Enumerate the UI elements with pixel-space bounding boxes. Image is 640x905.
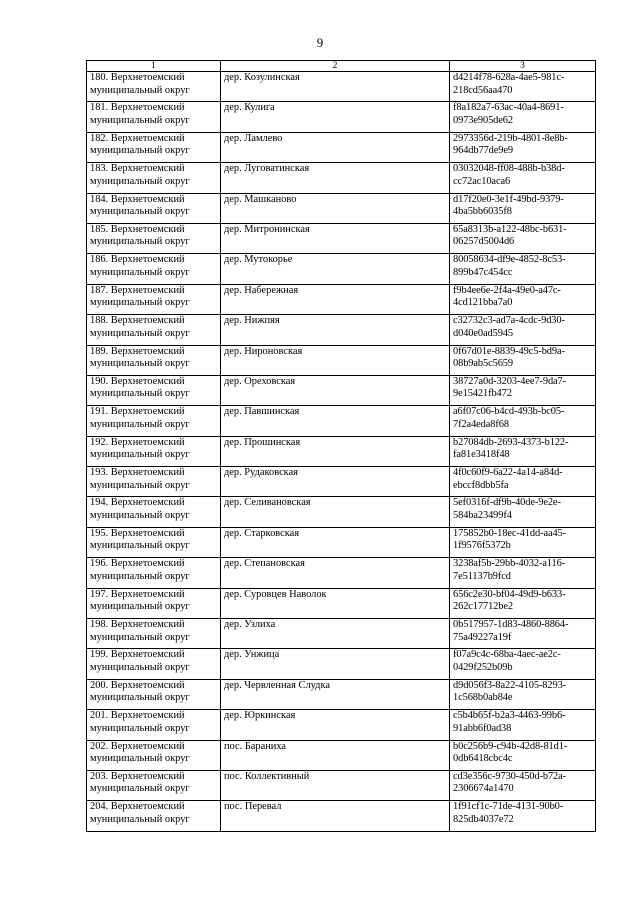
identifier-cell (450, 406, 596, 436)
district-text: 190. Верхнетоемский (90, 375, 185, 387)
table-row (87, 649, 596, 679)
district-cell (87, 163, 221, 193)
district-cell (87, 679, 221, 709)
table-header-row (87, 61, 596, 72)
settlement-cell (221, 588, 450, 618)
identifier-cell (450, 527, 596, 557)
district-cell (87, 801, 221, 831)
settlement-text: дер. Суровцев Наволок (224, 588, 327, 600)
settlement-text: дер. Унжица (224, 649, 280, 661)
district-text: 204. Верхнетоемский (90, 801, 185, 813)
district-cell (87, 527, 221, 557)
settlement-text: дер. Луговатинская (224, 163, 310, 175)
district-text: муниципальный округ (90, 175, 190, 187)
identifier-text: f07a9c4c-68ba-4aec-ae2c- (453, 649, 561, 661)
identifier-text: 7e51137b9fcd (453, 570, 511, 582)
district-text: 192. Верхнетоемский (90, 436, 185, 448)
identifier-cell (450, 254, 596, 284)
identifier-cell (450, 132, 596, 162)
district-cell (87, 193, 221, 223)
settlement-cell (221, 102, 450, 132)
district-text: 202. Верхнетоемский (90, 740, 185, 752)
settlement-text: пос. Перевал (224, 801, 282, 813)
district-text: муниципальный округ (90, 661, 190, 673)
identifier-text: 175852b0-18ec-41dd-aa45- (453, 527, 567, 539)
settlement-text: дер. Митронинская (224, 223, 310, 235)
identifier-cell (450, 345, 596, 375)
settlement-text: дер. Козулинская (224, 72, 300, 83)
district-cell (87, 558, 221, 588)
district-cell (87, 345, 221, 375)
district-text: муниципальный округ (90, 388, 190, 400)
identifier-text: 4cd121bba7a0 (453, 297, 513, 309)
table-row (87, 467, 596, 497)
settlement-text: дер. Старковская (224, 527, 300, 539)
table-row (87, 558, 596, 588)
settlement-cell (221, 710, 450, 740)
table-row (87, 315, 596, 345)
settlement-cell (221, 163, 450, 193)
table-row (87, 72, 596, 102)
identifier-text: 75a49227a19f (453, 631, 512, 643)
settlement-cell (221, 254, 450, 284)
district-text: 182. Верхнетоемский (90, 132, 185, 144)
district-text: 185. Верхнетоемский (90, 223, 185, 235)
district-text: муниципальный округ (90, 358, 190, 370)
identifier-text: 0429f252b09b (453, 661, 513, 673)
district-text: 196. Верхнетоемский (90, 558, 185, 570)
page-number: 9 (316, 35, 324, 50)
identifier-cell (450, 497, 596, 527)
district-text: муниципальный округ (90, 570, 190, 582)
district-text: муниципальный округ (90, 783, 190, 795)
district-text: 183. Верхнетоемский (90, 163, 185, 175)
district-text: муниципальный округ (90, 145, 190, 157)
district-text: муниципальный округ (90, 84, 190, 96)
identifier-text: 5ef0316f-df9b-40de-9e2e- (453, 497, 561, 509)
district-text: муниципальный округ (90, 479, 190, 491)
settlement-text: дер. Машканово (224, 193, 297, 205)
identifier-cell (450, 436, 596, 466)
table-row (87, 284, 596, 314)
settlement-text: дер. Прошинская (224, 436, 301, 448)
identifier-text: d9d056f3-8a22-4105-8293- (453, 679, 567, 691)
identifier-text: d4214f78-628a-4ae5-981c- (453, 72, 565, 83)
identifier-cell (450, 163, 596, 193)
settlements-table (86, 60, 596, 832)
settlement-cell (221, 770, 450, 800)
district-cell (87, 467, 221, 497)
identifier-text: ebccf8dbb5fa (453, 479, 509, 491)
district-text: 194. Верхнетоемский (90, 497, 185, 509)
identifier-text: 2973356d-219b-4801-8e8b- (453, 132, 568, 144)
table-row (87, 223, 596, 253)
district-text: муниципальный округ (90, 297, 190, 309)
table-row (87, 619, 596, 649)
table-row (87, 710, 596, 740)
settlement-text: пос. Коллективный (224, 770, 310, 782)
identifier-text: 262c17712be2 (453, 601, 513, 613)
identifier-cell (450, 558, 596, 588)
district-cell (87, 132, 221, 162)
table-row (87, 740, 596, 770)
settlement-cell (221, 436, 450, 466)
settlement-cell (221, 375, 450, 405)
settlement-text: дер. Рудаковская (224, 467, 298, 479)
district-cell (87, 710, 221, 740)
table-row (87, 436, 596, 466)
column-header-3: 3 (450, 61, 596, 72)
district-text: муниципальный округ (90, 540, 190, 552)
settlement-text: дер. Нироновская (224, 345, 303, 357)
settlement-text: дер. Нижпяя (224, 315, 280, 327)
district-cell (87, 284, 221, 314)
settlement-cell (221, 497, 450, 527)
table-row (87, 497, 596, 527)
identifier-cell (450, 588, 596, 618)
settlement-text: дер. Червленная Слудка (224, 679, 330, 691)
settlement-text: дер. Павшинская (224, 406, 300, 418)
table-row (87, 406, 596, 436)
settlement-text: пос. Бараниха (224, 740, 286, 752)
column-header-2: 2 (221, 61, 450, 72)
identifier-text: 584ba23499f4 (453, 509, 512, 521)
identifier-text: b27084db-2693-4373-b122- (453, 436, 569, 448)
identifier-cell (450, 619, 596, 649)
identifier-text: 0b517957-1d83-4860-8864- (453, 619, 569, 631)
table-row (87, 770, 596, 800)
district-cell (87, 102, 221, 132)
identifier-text: 964db77de9e9 (453, 145, 513, 157)
settlement-cell (221, 619, 450, 649)
settlement-cell (221, 193, 450, 223)
district-text: муниципальный округ (90, 206, 190, 218)
district-text: 180. Верхнетоемский (90, 72, 185, 83)
table-body (87, 61, 596, 832)
district-text: 191. Верхнетоемский (90, 406, 185, 418)
district-text: 189. Верхнетоемский (90, 345, 185, 357)
district-cell (87, 254, 221, 284)
column-header-1: 1 (87, 61, 221, 72)
identifier-text: 1f91cf1c-71de-4131-90b0- (453, 801, 564, 813)
district-cell (87, 588, 221, 618)
identifier-text: 1c568b0ab84e (453, 692, 513, 704)
table-row (87, 132, 596, 162)
table-row (87, 375, 596, 405)
settlement-cell (221, 132, 450, 162)
district-text: муниципальный округ (90, 509, 190, 521)
identifier-text: 1f9576f5372b (453, 540, 511, 552)
identifier-cell (450, 740, 596, 770)
identifier-cell (450, 710, 596, 740)
identifier-text: 08b9ab5c5659 (453, 358, 513, 370)
identifier-text: 656c2e30-bf04-49d9-b633- (453, 588, 566, 600)
district-text: муниципальный округ (90, 631, 190, 643)
district-text: муниципальный округ (90, 449, 190, 461)
settlement-text: дер. Ламлево (224, 132, 283, 144)
identifier-cell (450, 223, 596, 253)
district-text: 195. Верхнетоемский (90, 527, 185, 539)
table-row (87, 527, 596, 557)
settlement-text: дер. Набережная (224, 284, 299, 296)
identifier-text: cd3e356c-9730-450d-b72a- (453, 770, 567, 782)
table-row (87, 193, 596, 223)
district-text: 188. Верхнетоемский (90, 315, 185, 327)
table-row (87, 254, 596, 284)
district-text: 181. Верхнетоемский (90, 102, 185, 114)
district-text: 198. Верхнетоемский (90, 619, 185, 631)
identifier-cell (450, 770, 596, 800)
identifier-cell (450, 284, 596, 314)
settlement-text: дер. Узлиха (224, 619, 276, 631)
identifier-cell (450, 801, 596, 831)
district-text: муниципальный округ (90, 601, 190, 613)
settlement-text: дер. Кулига (224, 102, 275, 114)
identifier-text: 06257d5004d6 (453, 236, 515, 248)
identifier-text: 38727a0d-3203-4ee7-9da7- (453, 375, 567, 387)
settlement-cell (221, 649, 450, 679)
identifier-text: c32732c3-ad7a-4cdc-9d30- (453, 315, 565, 327)
identifier-cell (450, 467, 596, 497)
identifier-cell (450, 649, 596, 679)
identifier-cell (450, 315, 596, 345)
district-text: муниципальный округ (90, 692, 190, 704)
identifier-text: 218cd56aa470 (453, 84, 513, 96)
settlement-cell (221, 467, 450, 497)
settlement-text: дер. Юркинская (224, 710, 296, 722)
settlement-cell (221, 679, 450, 709)
district-text: 197. Верхнетоемский (90, 588, 185, 600)
identifier-text: c5b4b65f-b2a3-4463-99b6- (453, 710, 566, 722)
district-cell (87, 72, 221, 102)
settlement-cell (221, 72, 450, 102)
settlement-cell (221, 223, 450, 253)
district-text: муниципальный округ (90, 266, 190, 278)
identifier-text: 0973e905de62 (453, 114, 513, 126)
settlement-text: дер. Степановская (224, 558, 305, 570)
district-cell (87, 436, 221, 466)
identifier-text: 0db6418cbc4c (453, 753, 513, 765)
identifier-text: fa81e3418f48 (453, 449, 510, 461)
identifier-text: 3238af5b-29bb-4032-a116- (453, 558, 566, 570)
district-cell (87, 315, 221, 345)
settlement-cell (221, 740, 450, 770)
identifier-cell (450, 193, 596, 223)
settlement-cell (221, 315, 450, 345)
district-text: 187. Верхнетоемский (90, 284, 185, 296)
identifier-text: cc72ac10aca6 (453, 175, 511, 187)
settlement-text: дер. Мутокорье (224, 254, 293, 266)
district-text: 201. Верхнетоемский (90, 710, 185, 722)
district-cell (87, 770, 221, 800)
settlement-cell (221, 527, 450, 557)
identifier-text: b0c256b9-c94b-42d8-81d1- (453, 740, 568, 752)
identifier-text: 91abb6f0ad38 (453, 722, 512, 734)
identifier-text: 80058634-df9e-4852-8c53- (453, 254, 566, 266)
identifier-cell (450, 102, 596, 132)
district-text: 193. Верхнетоемский (90, 467, 185, 479)
table-row (87, 679, 596, 709)
identifier-text: 0f67d01e-8839-49c5-bd9a- (453, 345, 565, 357)
district-text: муниципальный округ (90, 327, 190, 339)
district-cell (87, 497, 221, 527)
district-text: 203. Верхнетоемский (90, 770, 185, 782)
district-cell (87, 223, 221, 253)
settlement-cell (221, 345, 450, 375)
district-cell (87, 375, 221, 405)
settlement-cell (221, 558, 450, 588)
district-text: 184. Верхнетоемский (90, 193, 185, 205)
identifier-text: 2306674a1470 (453, 783, 514, 795)
identifier-text: 899b47c454cc (453, 266, 513, 278)
settlement-cell (221, 406, 450, 436)
district-text: 199. Верхнетоемский (90, 649, 185, 661)
district-text: муниципальный округ (90, 114, 190, 126)
table-row (87, 345, 596, 375)
identifier-text: d040e0ad5945 (453, 327, 513, 339)
settlement-text: дер. Селивановская (224, 497, 311, 509)
identifier-text: a6f07c06-b4cd-493b-bc05- (453, 406, 565, 418)
table-row (87, 801, 596, 831)
district-text: 186. Верхнетоемский (90, 254, 185, 266)
identifier-text: 4ba5bb6035f8 (453, 206, 512, 218)
district-cell (87, 619, 221, 649)
district-cell (87, 406, 221, 436)
identifier-cell (450, 72, 596, 102)
district-text: муниципальный округ (90, 722, 190, 734)
district-cell (87, 740, 221, 770)
identifier-text: f9b4ee6e-2f4a-49e0-a47c- (453, 284, 561, 296)
identifier-cell (450, 375, 596, 405)
identifier-text: 9e15421fb472 (453, 388, 512, 400)
identifier-text: 65a8313b-a122-48bc-b631- (453, 223, 567, 235)
district-text: муниципальный округ (90, 813, 190, 825)
district-text: муниципальный округ (90, 236, 190, 248)
table-row (87, 588, 596, 618)
identifier-text: 4f0c60f9-6a22-4a14-a84d- (453, 467, 563, 479)
identifier-cell (450, 679, 596, 709)
identifier-text: f8a182a7-63ac-40a4-8691- (453, 102, 564, 114)
district-text: муниципальный округ (90, 753, 190, 765)
district-text: муниципальный округ (90, 418, 190, 430)
table-row (87, 163, 596, 193)
identifier-text: 7f2a4eda8f68 (453, 418, 509, 430)
identifier-text: 825db4037e72 (453, 813, 514, 825)
district-text: 200. Верхнетоемский (90, 679, 185, 691)
settlement-cell (221, 284, 450, 314)
settlement-cell (221, 801, 450, 831)
identifier-text: d17f20e0-3e1f-49bd-9379- (453, 193, 564, 205)
settlement-text: дер. Ореховская (224, 375, 296, 387)
table-row (87, 102, 596, 132)
identifier-text: 03032048-ff08-488b-b38d- (453, 163, 565, 175)
district-cell (87, 649, 221, 679)
